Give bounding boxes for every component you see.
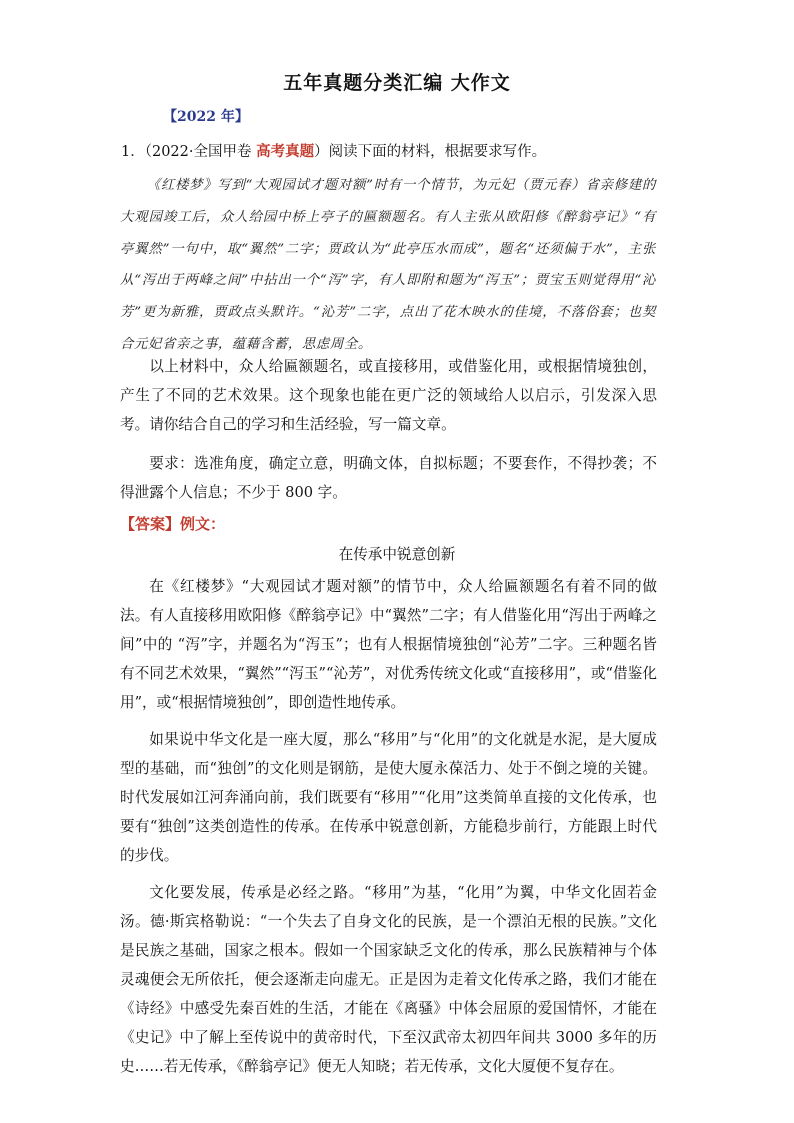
- page-title: 五年真题分类汇编 大作文: [283, 72, 511, 94]
- question-suffix: ）阅读下面的材料，根据要求写作。: [314, 144, 547, 160]
- essay-paragraph: 在《红楼梦》“大观园试才题对额”的情节中，众人给匾额题名有着不同的做法。有人直接移用欧阳修《醉翁亭记》中“翼然”二字；有人借鉴化用“泻出于两峰之间”中的 “泻”字，并题名为“泻玉”；也有人根据情境独创“沁芳”二字。三种题名皆有不同艺术效果，“翼然”“泻玉”“沁芳”，对优秀传统文化或“直接移用”，或“借鉴化用”，或“根据情境独创”，即创造性地传承。: [120, 578, 657, 711]
- requirements-paragraph: 要求：选准角度，确定立意，明确文体，自拟标题；不要套作，不得抄袭；不得泄露个人信息；不少于 800 字。: [120, 455, 657, 501]
- essay-body: [120, 572, 657, 1081]
- material-text: 《红楼梦》写到“大观园试才题对额”时有一个情节，为元妃（贾元春）省亲修建的大观园竣工后，众人给园中桥上亭子的匾额题名。有人主张从欧阳修《醉翁亭记》“有亭翼然”一句中，取“翼然”二字；贾政认为“此亭压水而成”，题名“还须偏于水”，主张从“泻出于两峰之间”中拈出一个“泻”字，有人即附和题为“泻玉”；贾宝玉则觉得用“沁芳”更为新雅，贾政点头默许。“沁芳”二字，点出了花木映水的佳境，不落俗套；也契合元妃省亲之事，蕴藉含蓄，思虑周全。: [120, 178, 656, 352]
- question-prefix: 1．（2022·全国甲卷: [121, 144, 257, 160]
- prompt-paragraph: 以上材料中，众人给匾额题名，或直接移用，或借鉴化用，或根据情境独创，产生了不同的艺术效果。这个现象也能在更广泛的领域给人以启示，引发深入思考。请你结合自己的学习和生活经验，写一篇文章。: [120, 358, 657, 433]
- prompt-section: [120, 352, 657, 507]
- material-passage: [120, 170, 656, 361]
- essay-paragraph: 如果说中华文化是一座大厦，那么“移用”与“化用”的文化就是水泥，是大厦成型的基础，而“独创”的文化则是钢筋，是使大厦永葆活力、处于不倒之境的关键。时代发展如江河奔涌向前，我们既要有“移用”“化用”这类简单直接的文化传承，也要有“独创”这类创造性的传承。在传承中锐意创新，方能稳步前行，方能跟上时代的步伐。: [120, 731, 657, 864]
- answer-label: 【答案】例文：: [120, 515, 226, 533]
- essay-title: 在传承中锐意创新: [338, 546, 456, 563]
- question-highlight: 高考真题: [256, 143, 315, 160]
- year-tag: 【2022 年】: [163, 109, 249, 125]
- essay-paragraph: 文化要发展，传承是必经之路。“移用”为基，“化用”为翼，中华文化固若金汤。德·斯宾格勒说：“一个失去了自身文化的民族，是一个漂泊无根的民族。”文化是民族之基础，国家之根本。假如一个国家缺乏文化的传承，那么民族精神与个体灵魂便会无所依托，便会逐渐走向虚无。正是因为走着文化传承之路，我们才能在《诗经》中感受先秦百姓的生活，才能在《离骚》中体会屈原的爱国情怀，才能在《史记》中了解上至传说中的黄帝时代，下至汉武帝太初四年间共 3000 多年的历史……若无传承，《醉翁亭记》便无人知晓；若无传承，文化大厦便不复存在。: [120, 884, 657, 1075]
- question-line: [121, 140, 546, 161]
